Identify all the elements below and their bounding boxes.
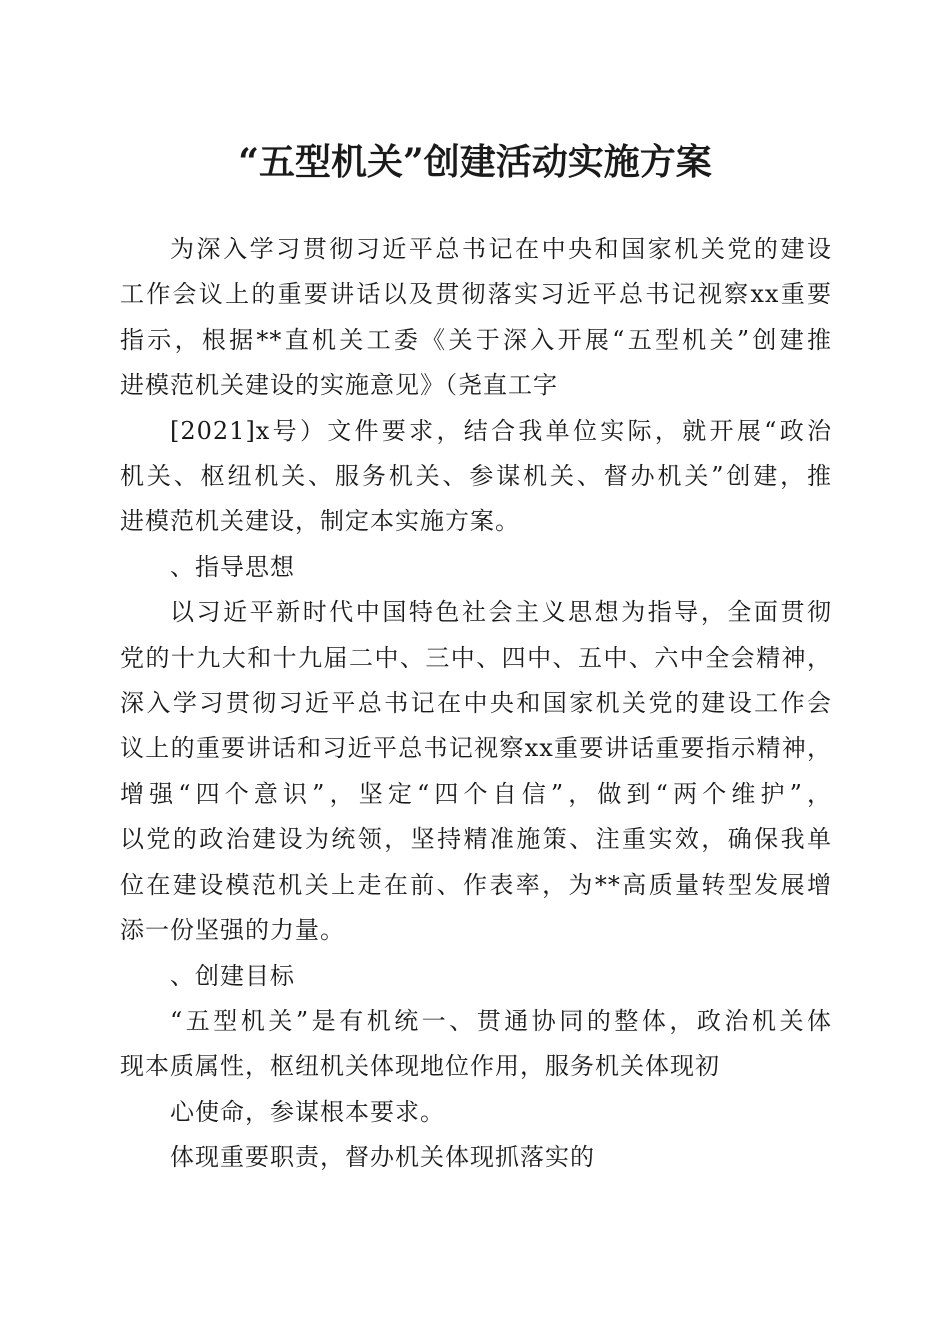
document-title: “五型机关”创建活动实施方案 bbox=[238, 141, 712, 183]
body-line: 深入学习贯彻习近平总书记在中央和国家机关党的建设工作会 bbox=[120, 689, 832, 718]
body-line: 工作会议上的重要讲话以及贯彻落实习近平总书记视察xx重要 bbox=[120, 280, 832, 309]
body-line: 进模范机关建设的实施意见》（尧直工字 bbox=[120, 371, 558, 400]
body-line: 体现重要职责，督办机关体现抓落实的 bbox=[170, 1143, 595, 1172]
body-line: 以党的政治建设为统领，坚持精准施策、注重实效，确保我单 bbox=[120, 825, 832, 854]
body-line: 现本质属性，枢纽机关体现地位作用，服务机关体现初 bbox=[120, 1052, 720, 1081]
section-heading: 、指导思想 bbox=[170, 552, 295, 581]
body-line: 机关、枢纽机关、服务机关、参谋机关、督办机关”创建，推 bbox=[120, 462, 832, 491]
body-line: [2021]x号）文件要求，结合我单位实际，就开展“政治 bbox=[170, 416, 832, 445]
body-line: “五型机关”是有机统一、贯通协同的整体，政治机关体 bbox=[170, 1006, 832, 1035]
document-body bbox=[120, 227, 832, 1181]
body-line: 议上的重要讲话和习近平总书记视察xx重要讲话重要指示精神， bbox=[120, 734, 832, 763]
body-line: 进模范机关建设，制定本实施方案。 bbox=[120, 507, 520, 536]
body-line: 位在建设模范机关上走在前、作表率，为**高质量转型发展增 bbox=[120, 870, 832, 899]
body-line: 党的十九大和十九届二中、三中、四中、五中、六中全会精神， bbox=[120, 643, 832, 672]
body-line: 心使命，参谋根本要求。 bbox=[170, 1097, 445, 1126]
body-line: 为深入学习贯彻习近平总书记在中央和国家机关党的建设 bbox=[170, 235, 832, 263]
body-line: 增强“四个意识”，坚定“四个自信”，做到“两个维护”， bbox=[120, 779, 832, 808]
body-line: 添一份坚强的力量。 bbox=[120, 916, 345, 945]
section-heading: 、创建目标 bbox=[170, 961, 295, 990]
body-line: 以习近平新时代中国特色社会主义思想为指导，全面贯彻 bbox=[170, 598, 832, 627]
body-line: 指示，根据**直机关工委《关于深入开展“五型机关”创建推 bbox=[120, 325, 832, 354]
